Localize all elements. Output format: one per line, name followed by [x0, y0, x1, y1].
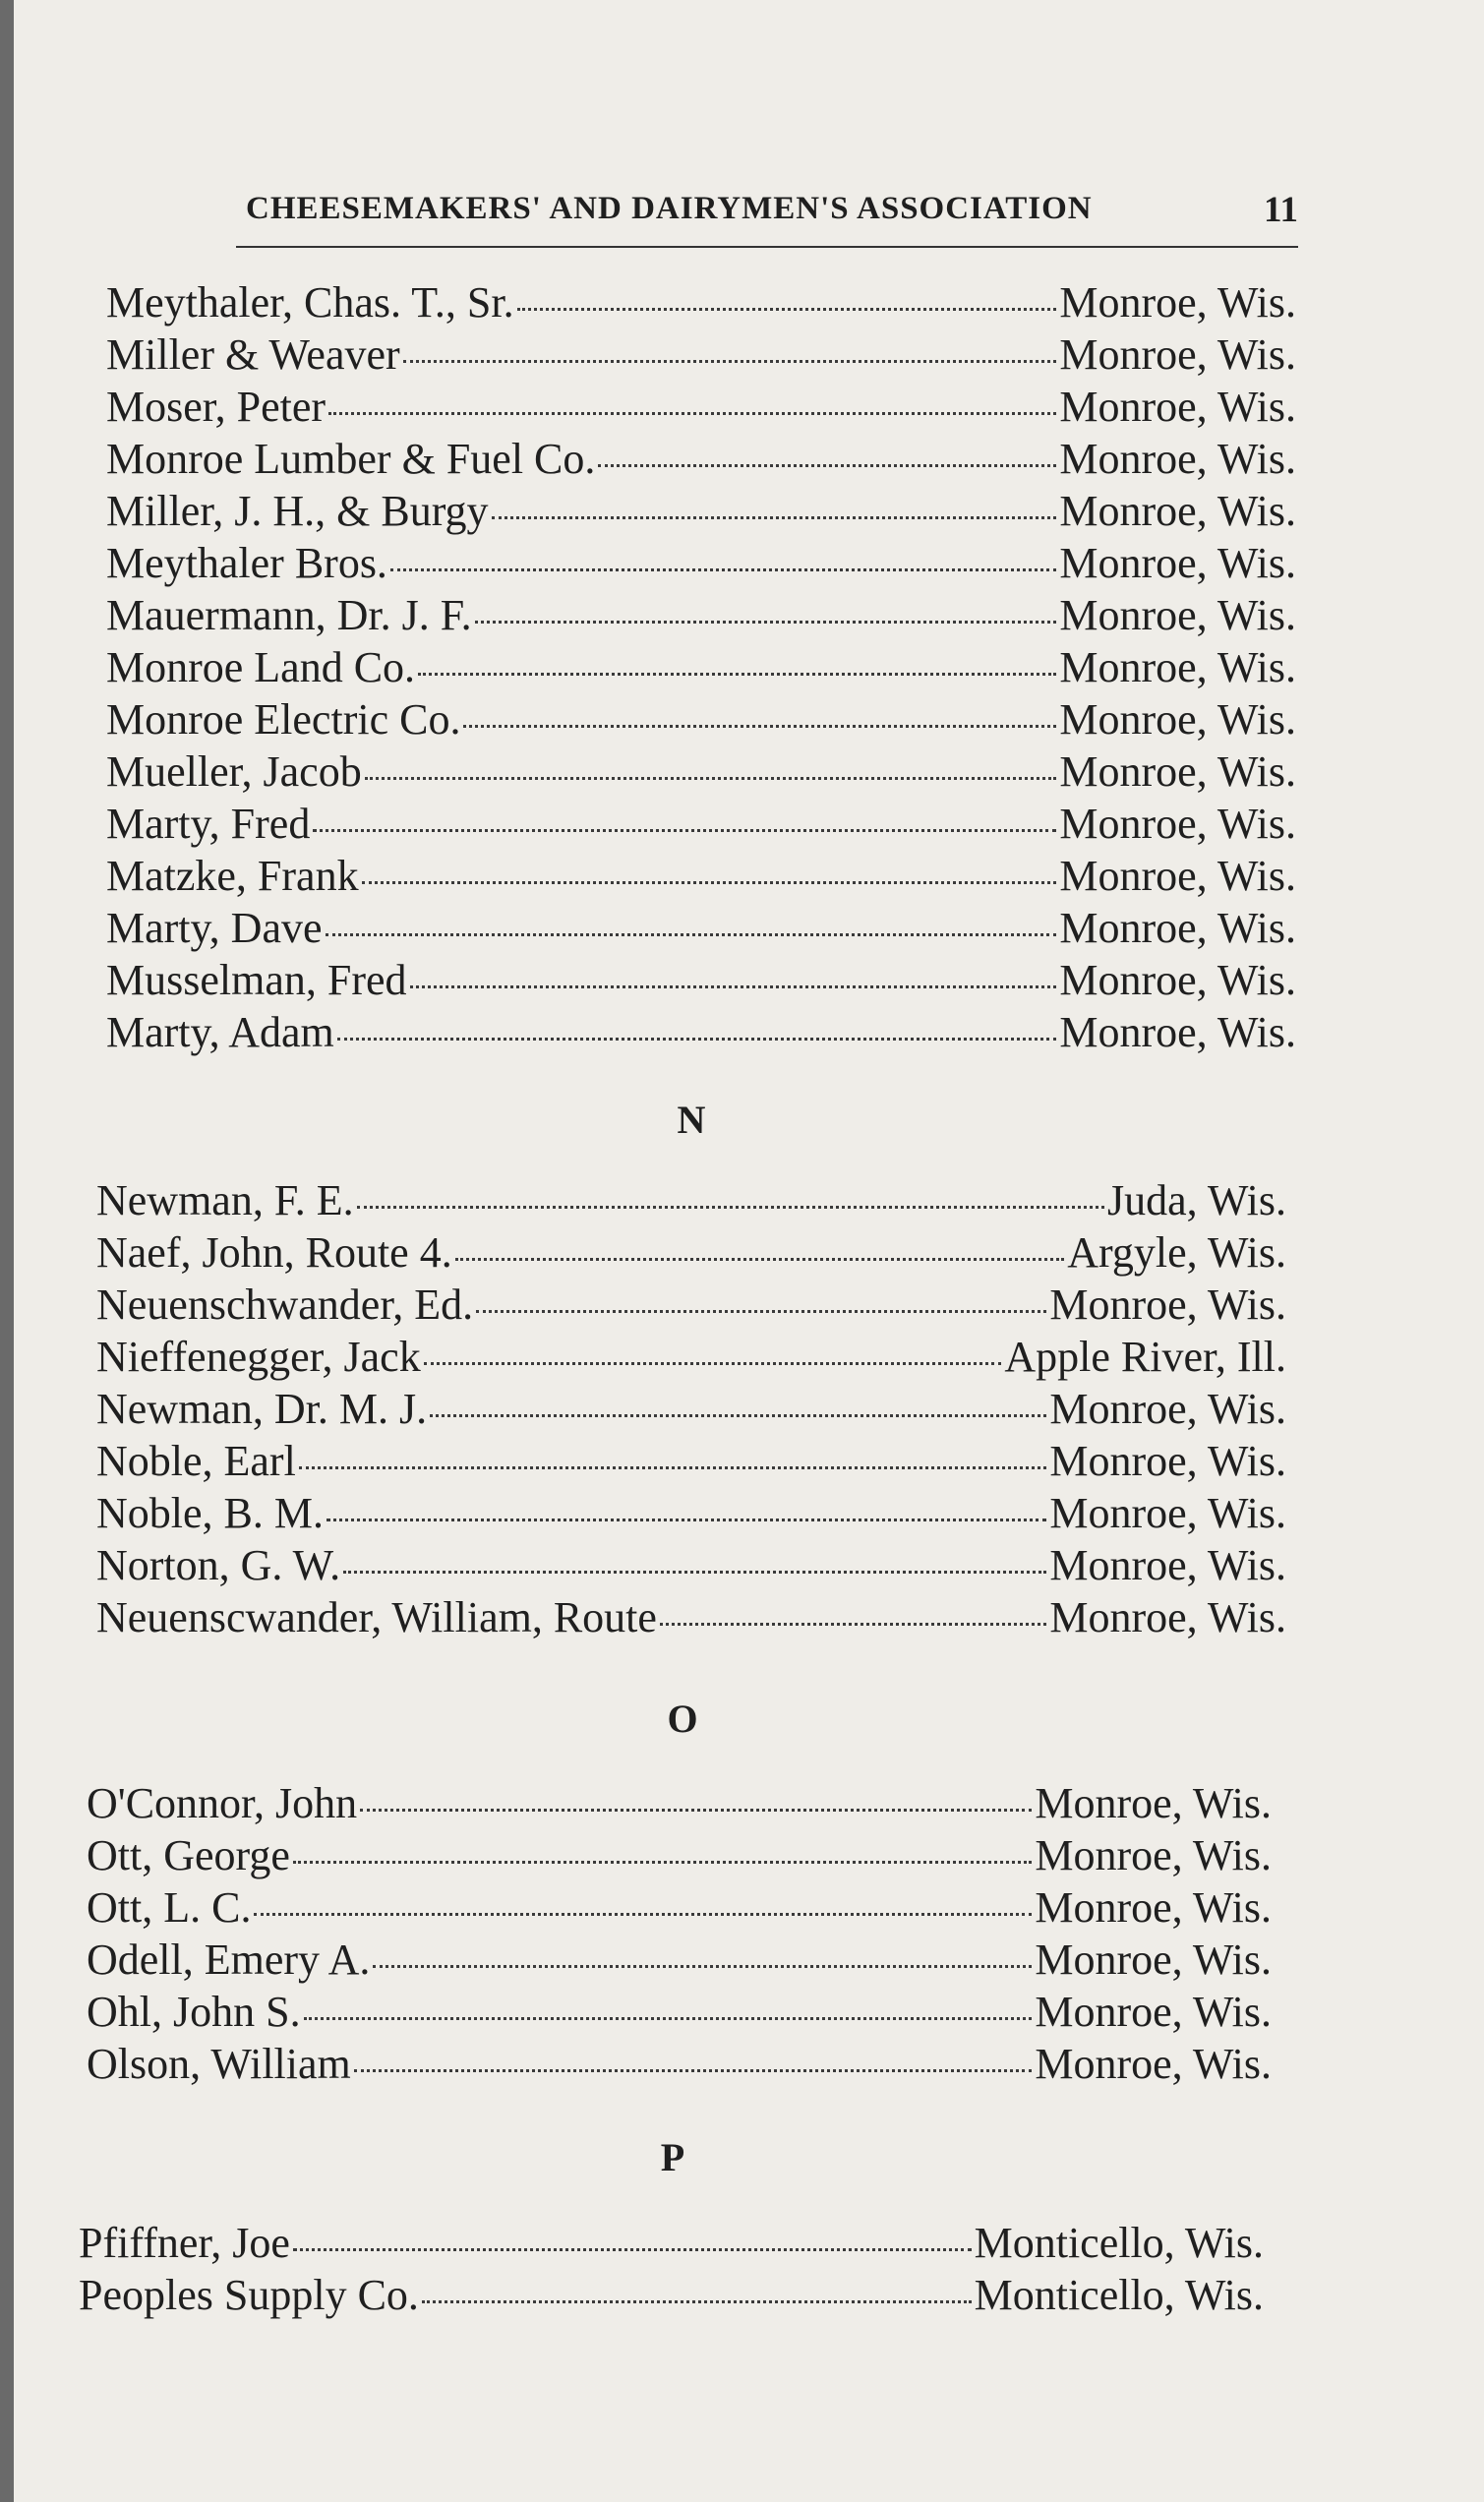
- entry-place: Argyle, Wis.: [1067, 1228, 1286, 1277]
- directory-entry: [106, 642, 1296, 694]
- directory-entry: [87, 1935, 1272, 1987]
- entry-place: Monroe, Wis.: [1035, 1936, 1272, 1984]
- dot-leader: [660, 1623, 1046, 1626]
- entry-name: Noble, Earl: [96, 1437, 296, 1485]
- entry-place: Monroe, Wis.: [1059, 539, 1296, 587]
- dot-leader: [476, 1310, 1046, 1313]
- entry-place: Monroe, Wis.: [1059, 1008, 1296, 1056]
- dot-leader: [598, 464, 1056, 467]
- dot-leader: [475, 621, 1057, 624]
- dot-leader: [463, 725, 1056, 728]
- entry-place: Monroe, Wis.: [1035, 1988, 1272, 2036]
- entry-name: Meythaler Bros.: [106, 539, 387, 587]
- entry-place: Monroe, Wis.: [1049, 1593, 1286, 1641]
- dot-leader: [326, 1519, 1046, 1521]
- entry-name: Odell, Emery A.: [87, 1936, 371, 1984]
- entry-place: Monroe, Wis.: [1059, 278, 1296, 327]
- entry-name: Nieffenegger, Jack: [96, 1333, 421, 1381]
- entry-name: Monroe Lumber & Fuel Co.: [106, 435, 596, 483]
- entry-place: Monroe, Wis.: [1059, 591, 1296, 639]
- directory-entry: [96, 1280, 1286, 1332]
- entry-place: Monroe, Wis.: [1035, 2040, 1272, 2088]
- entry-place: Juda, Wis.: [1107, 1176, 1286, 1224]
- dot-leader: [293, 1861, 1032, 1864]
- entry-name: Meythaler, Chas. T., Sr.: [106, 278, 514, 327]
- section-letter-p: P: [660, 2135, 685, 2179]
- entry-place: Monroe, Wis.: [1059, 435, 1296, 483]
- entry-name: Marty, Adam: [106, 1008, 334, 1056]
- entry-name: Newman, F. E.: [96, 1176, 354, 1224]
- directory-entry: [87, 2039, 1272, 2091]
- running-title: CHEESEMAKERS' AND DAIRYMEN'S ASSOCIATION: [246, 191, 1093, 226]
- directory-entry: [106, 746, 1296, 799]
- dot-leader: [299, 1466, 1047, 1469]
- entry-place: Monroe, Wis.: [1049, 1281, 1286, 1329]
- entry-place: Monroe, Wis.: [1035, 1831, 1272, 1879]
- directory-entry: [106, 799, 1296, 851]
- directory-entry: [106, 903, 1296, 955]
- entry-name: Monroe Electric Co.: [106, 695, 461, 744]
- dot-leader: [293, 2248, 972, 2251]
- directory-entry: [106, 434, 1296, 486]
- directory-entry: [87, 1778, 1272, 1830]
- entry-name: Mauermann, Dr. J. F.: [106, 591, 472, 639]
- entry-name: Neuenschwander, Ed.: [96, 1281, 474, 1329]
- entry-name: Miller & Weaver: [106, 330, 400, 379]
- entry-place: Monroe, Wis.: [1059, 643, 1296, 691]
- entry-name: Ott, L. C.: [87, 1883, 252, 1932]
- entry-name: Pfiffner, Joe: [79, 2219, 290, 2267]
- dot-leader: [430, 1414, 1046, 1417]
- entry-place: Monroe, Wis.: [1059, 747, 1296, 796]
- entry-place: Monroe, Wis.: [1035, 1883, 1272, 1932]
- entry-place: Monroe, Wis.: [1049, 1385, 1286, 1433]
- directory-entry: [79, 2218, 1264, 2270]
- entry-place: Monroe, Wis.: [1059, 800, 1296, 848]
- directory-entry: [106, 694, 1296, 746]
- directory-entry: [96, 1384, 1286, 1436]
- directory-section-m: [106, 277, 1296, 1059]
- section-letter-o: O: [667, 1697, 698, 1741]
- dot-leader: [403, 360, 1057, 363]
- dot-leader: [455, 1258, 1065, 1261]
- entry-name: Newman, Dr. M. J.: [96, 1385, 428, 1433]
- directory-entry: [87, 1987, 1272, 2039]
- entry-name: Musselman, Fred: [106, 956, 407, 1004]
- dot-leader: [326, 933, 1057, 936]
- directory-entry: [96, 1227, 1286, 1280]
- page-number: 11: [1264, 190, 1298, 230]
- dot-leader: [410, 985, 1057, 988]
- directory-entry: [79, 2270, 1264, 2322]
- entry-name: Norton, G. W.: [96, 1541, 341, 1589]
- entry-name: Ohl, John S.: [87, 1988, 301, 2036]
- dot-leader: [313, 829, 1056, 832]
- entry-name: Marty, Dave: [106, 904, 323, 952]
- entry-place: Monroe, Wis.: [1059, 852, 1296, 900]
- directory-entry: [96, 1540, 1286, 1592]
- entry-place: Monroe, Wis.: [1059, 956, 1296, 1004]
- entry-name: Neuenscwander, William, Route: [96, 1593, 657, 1641]
- entry-place: Monroe, Wis.: [1035, 1779, 1272, 1827]
- entry-name: Naef, John, Route 4.: [96, 1228, 452, 1277]
- directory-entry: [106, 486, 1296, 538]
- directory-entry: [106, 538, 1296, 590]
- entry-place: Monroe, Wis.: [1049, 1541, 1286, 1589]
- entry-place: Monroe, Wis.: [1059, 904, 1296, 952]
- directory-entry: [106, 329, 1296, 382]
- dot-leader: [424, 1362, 1002, 1365]
- directory-entry: [87, 1830, 1272, 1882]
- entry-place: Monroe, Wis.: [1059, 695, 1296, 744]
- directory-section-n: [96, 1175, 1286, 1644]
- entry-place: Monroe, Wis.: [1049, 1437, 1286, 1485]
- dot-leader: [422, 2300, 972, 2303]
- directory-entry: [106, 851, 1296, 903]
- entry-place: Monroe, Wis.: [1049, 1489, 1286, 1537]
- dot-leader: [517, 308, 1057, 311]
- dot-leader: [337, 1038, 1057, 1041]
- entry-name: Peoples Supply Co.: [79, 2271, 419, 2319]
- running-header: [236, 187, 1298, 248]
- dot-leader: [357, 1206, 1104, 1209]
- entry-place: Apple River, Ill.: [1004, 1333, 1286, 1381]
- directory-section-p: [79, 2218, 1264, 2322]
- dot-leader: [328, 412, 1056, 415]
- directory-entry: [106, 1007, 1296, 1059]
- dot-leader: [362, 881, 1057, 884]
- dot-leader: [360, 1809, 1032, 1812]
- dot-leader: [418, 673, 1056, 676]
- directory-entry: [106, 590, 1296, 642]
- entry-name: Moser, Peter: [106, 383, 326, 431]
- dot-leader: [304, 2017, 1033, 2020]
- entry-place: Monroe, Wis.: [1059, 487, 1296, 535]
- dot-leader: [354, 2069, 1033, 2072]
- directory-entry: [87, 1882, 1272, 1935]
- dot-leader: [492, 516, 1057, 519]
- dot-leader: [373, 1965, 1032, 1968]
- entry-name: Noble, B. M.: [96, 1489, 324, 1537]
- entry-name: O'Connor, John: [87, 1779, 358, 1827]
- entry-place: Monroe, Wis.: [1059, 330, 1296, 379]
- directory-entry: [96, 1436, 1286, 1488]
- entry-name: Olson, William: [87, 2040, 351, 2088]
- dot-leader: [343, 1571, 1046, 1574]
- entry-name: Miller, J. H., & Burgy: [106, 487, 489, 535]
- directory-entry: [106, 382, 1296, 434]
- directory-entry: [96, 1175, 1286, 1227]
- directory-entry: [106, 277, 1296, 329]
- dot-leader: [390, 568, 1056, 571]
- entry-name: Marty, Fred: [106, 800, 311, 848]
- dot-leader: [365, 777, 1057, 780]
- entry-name: Matzke, Frank: [106, 852, 359, 900]
- entry-place: Monticello, Wis.: [974, 2219, 1264, 2267]
- dot-leader: [254, 1913, 1032, 1916]
- entry-place: Monroe, Wis.: [1059, 383, 1296, 431]
- entry-name: Monroe Land Co.: [106, 643, 416, 691]
- page-edge-shadow: [0, 0, 14, 2502]
- entry-name: Ott, George: [87, 1831, 290, 1879]
- directory-section-o: [87, 1778, 1272, 2091]
- entry-place: Monticello, Wis.: [974, 2271, 1264, 2319]
- section-letter-n: N: [677, 1098, 706, 1142]
- directory-entry: [96, 1332, 1286, 1384]
- directory-entry: [96, 1592, 1286, 1644]
- directory-entry: [96, 1488, 1286, 1540]
- directory-entry: [106, 955, 1296, 1007]
- entry-name: Mueller, Jacob: [106, 747, 362, 796]
